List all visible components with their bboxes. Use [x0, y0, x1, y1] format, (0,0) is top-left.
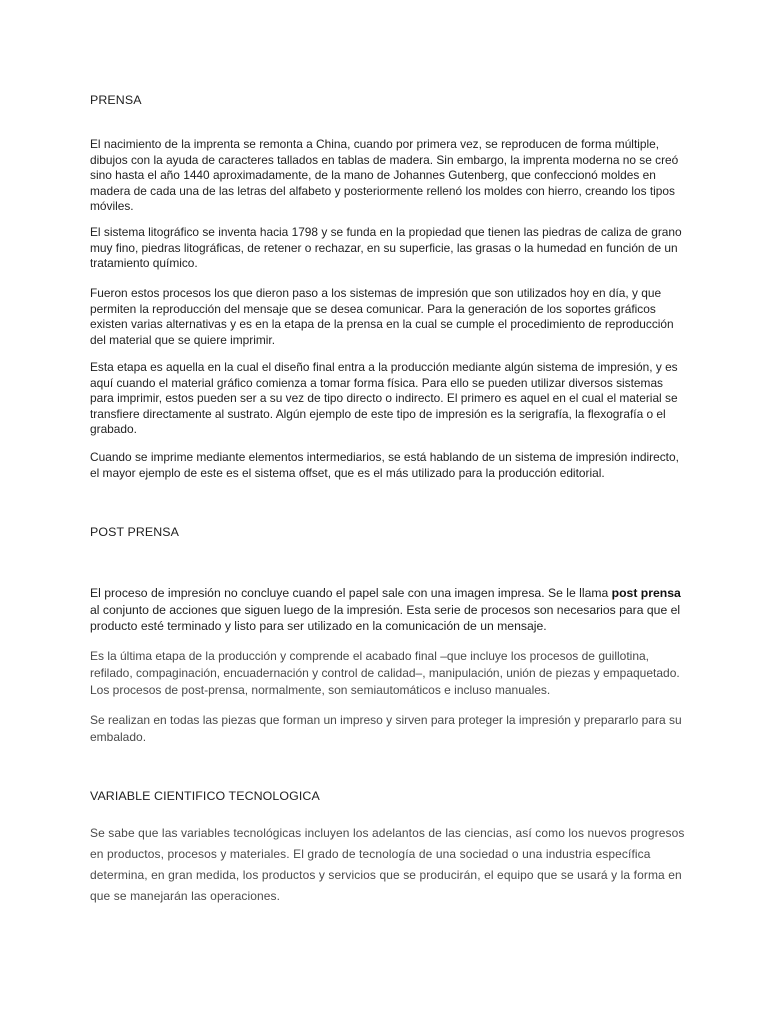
- post-prensa-intro-end: al conjunto de acciones que siguen luego de la impresión. Esta serie de procesos son necesarios para que el producto esté terminado y listo para ser utilizado en la comunicación de un mensaje.: [90, 602, 681, 633]
- paragraph-prensa-2: El sistema litográfico se inventa hacia 1798 y se funda en la propiedad que tienen las piedras de caliza de grano muy fino, piedras litográficas, de retener o rechazar, en su superficie, las grasas o la humedad en función de un tratamiento químico.: [90, 225, 682, 271]
- post-prensa-intro-start: El proceso de impresión no concluye cuando el papel sale con una imagen impresa. Se le llama: [90, 586, 612, 600]
- section-title-post-prensa: POST PRENSA: [90, 525, 180, 539]
- paragraph-prensa-5: Cuando se imprime mediante elementos intermediarios, se está hablando de un sistema de impresión indirecto, el mayor ejemplo de este es el sistema offset, que es el más utilizado para la producción editorial.: [90, 450, 679, 480]
- section-title-prensa: PRENSA: [90, 93, 142, 107]
- paragraph-post-prensa-1: Es la última etapa de la producción y comprende el acabado final –que incluye los procesos de guillotina, refilado, compaginación, encuadernación y control de calidad–, manipulación, unión de piezas y empaquetado. Los procesos de post-prensa, normalmente, son semiautomáticos e incluso manuales.: [90, 649, 680, 697]
- paragraph-variable-1: Se sabe que las variables tecnológicas incluyen los adelantos de las ciencias, así como los nuevos progresos en productos, procesos y materiales. El grado de tecnología de una sociedad o una industria específica determina, en gran medida, los productos y servicios que se producirán, el equipo que se usará y la forma en que se manejarán las operaciones.: [90, 826, 685, 903]
- paragraph-post-prensa-2: Se realizan en todas las piezas que forman un impreso y sirven para proteger la impresión y prepararlo para su embalado.: [90, 713, 682, 744]
- post-prensa-term: post prensa: [611, 586, 681, 600]
- paragraph-prensa-1: El nacimiento de la imprenta se remonta a China, cuando por primera vez, se reproducen de forma múltiple, dibujos con la ayuda de caracteres tallados en tablas de madera. Sin embargo, la imprenta moderna no se creó sino hasta el año 1440 aproximadamente, de la mano de Johannes Gutenberg, que confeccionó moldes en madera de cada una de las letras del alfabeto y posteriormente rellenó los moldes con hierro, creando los tipos móviles.: [90, 137, 679, 214]
- paragraph-prensa-4: Esta etapa es aquella en la cual el diseño final entra a la producción mediante algún sistema de impresión, y es aquí cuando el material gráfico comienza a tomar forma física. Para ello se pueden utilizar diversos sistemas para imprimir, estos pueden ser a su vez de tipo directo o indirecto. El primero es aquel en el cual el material se transfiere directamente al sustrato. Algún ejemplo de este tipo de impresión es la serigrafía, la flexografía o el grabado.: [90, 360, 678, 437]
- section-title-variable: VARIABLE CIENTIFICO TECNOLOGICA: [90, 789, 320, 803]
- paragraph-post-prensa-intro: [90, 585, 688, 635]
- paragraph-prensa-3: Fueron estos procesos los que dieron paso a los sistemas de impresión que son utilizados hoy en día, y que permiten la reproducción del mensaje que se desea comunicar. Para la generación de los soportes gráficos existen varias alternativas y es en la etapa de la prensa en la cual se cumple el procedimiento de reproducción del material que se quiere imprimir.: [90, 286, 674, 347]
